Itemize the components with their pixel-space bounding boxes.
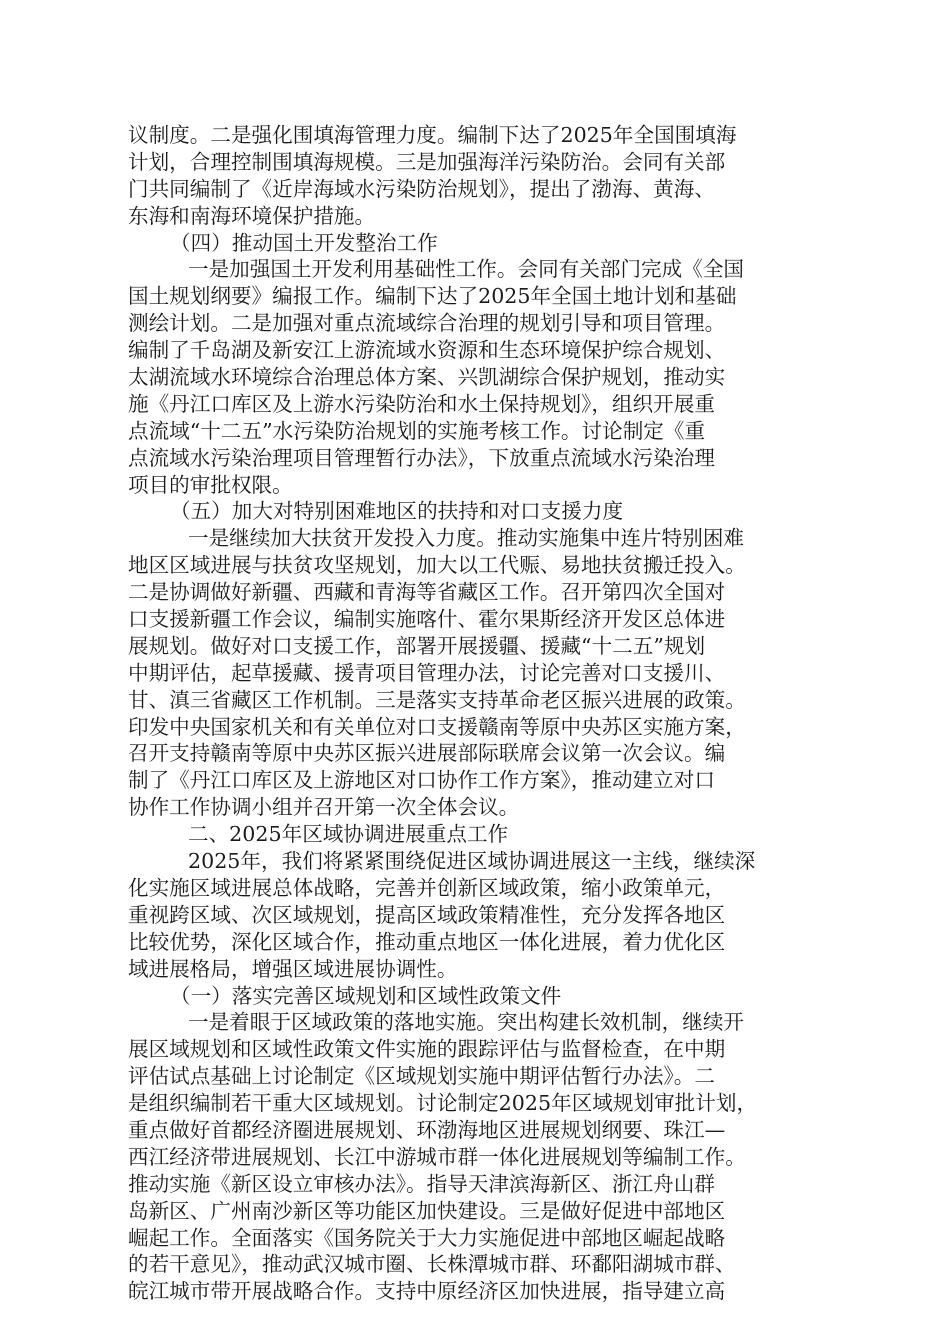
text-line: （四）推动国土开发整治工作	[170, 230, 438, 255]
text-line: 议制度。二是强化围填海管理力度。编制下达了2025年全国围填海	[128, 123, 737, 147]
text-line: 一是继续加大扶贫开发投入力度。推动实施集中连片特别困难	[188, 526, 745, 551]
text-line: 点流域“十二五”水污染防治规划的实施考核工作。讨论制定《重	[128, 418, 706, 443]
text-line: 印发中央国家机关和有关单位对口支援赣南等原中央苏区实施方案，	[128, 714, 746, 739]
text-line: 门共同编制了《近岸海域水污染防治规划》，提出了渤海、黄海、	[128, 176, 715, 201]
text-line: 点流域水污染治理项目管理暂行办法》，下放重点流域水污染治理	[128, 445, 715, 470]
text-line: （五）加大对特别困难地区的扶持和对口支援力度	[170, 499, 624, 524]
text-line: 测绘计划。二是加强对重点流域综合治理的规划引导和项目管理。	[128, 311, 726, 336]
text-line: 展区域规划和区域性政策文件实施的跟踪评估与监督检查，在中期	[128, 1037, 726, 1062]
text-line: 化实施区域进展总体战略，完善并创新区域政策，缩小政策单元，	[128, 875, 726, 900]
text-line: 推动实施《新区设立审核办法》。指导天津滨海新区、浙江舟山群	[128, 1171, 715, 1196]
text-line: 的若干意见》，推动武汉城市圈、长株潭城市群、环鄱阳湖城市群、	[128, 1252, 736, 1277]
document-page	[128, 122, 818, 1305]
text-line: 皖江城市带开展战略合作。支持中原经济区加快进展，指导建立高	[128, 1279, 726, 1304]
text-line: 崛起工作。全面落实《国务院关于大力实施促进中部地区崛起战略	[128, 1225, 726, 1250]
text-line: 召开支持赣南等原中央苏区振兴进展部际联席会议第一次会议。编	[128, 741, 726, 766]
text-line: 重点做好首都经济圈进展规划、环渤海地区进展规划纲要、珠江—	[128, 1117, 726, 1142]
text-line: 重视跨区域、次区域规划，提高区域政策精准性，充分发挥各地区	[128, 902, 726, 927]
text-line: 展规划。做好对口支援工作，部署开展援疆、援藏“十二五”规划	[128, 633, 706, 658]
text-line: 国土规划纲要》编报工作。编制下达了2025年全国土地计划和基础	[128, 284, 737, 309]
text-line: 一是加强国土开发利用基础性工作。会同有关部门完成《全国	[188, 257, 745, 282]
text-line: 制了《丹江口库区及上游地区对口协作工作方案》，推动建立对口	[128, 768, 715, 793]
text-line: 岛新区、广州南沙新区等功能区加快建设。三是做好促进中部地区	[128, 1198, 726, 1223]
text-line: 项目的审批权限。	[128, 472, 293, 497]
text-line: 口支援新疆工作会议，编制实施喀什、霍尔果斯经济开发区总体进	[128, 607, 726, 632]
text-line: 二是协调做好新疆、西藏和青海等省藏区工作。召开第四次全国对	[128, 580, 726, 605]
text-line: 是组织编制若干重大区域规划。讨论制定2025年区域规划审批计划，	[128, 1091, 758, 1116]
text-line: 编制了千岛湖及新安江上游流域水资源和生态环境保护综合规划、	[128, 338, 726, 363]
text-line: 东海和南海环境保护措施。	[128, 203, 376, 228]
text-line: 地区区域进展与扶贫攻坚规划，加大以工代赈、易地扶贫搬迁投入。	[128, 553, 746, 578]
text-line: 评估试点基础上讨论制定《区域规划实施中期评估暂行办法》。二	[128, 1064, 715, 1089]
text-line: 计划，合理控制围填海规模。三是加强海洋污染防治。会同有关部	[128, 149, 726, 174]
text-line: 施《丹江口库区及上游水污染防治和水土保持规划》，组织开展重	[128, 391, 715, 416]
text-line: 西江经济带进展规划、长江中游城市群一体化进展规划等编制工作。	[128, 1144, 746, 1169]
text-line: （一）落实完善区域规划和区域性政策文件	[170, 983, 562, 1008]
text-line: 比较优势，深化区域合作，推动重点地区一体化进展，着力优化区	[128, 929, 726, 954]
text-line: 甘、滇三省藏区工作机制。三是落实支持革命老区振兴进展的政策。	[128, 687, 746, 712]
text-line: 太湖流域水环境综合治理总体方案、兴凯湖综合保护规划，推动实	[128, 365, 726, 390]
text-line: 一是着眼于区域政策的落地实施。突出构建长效机制，继续开	[188, 1010, 745, 1035]
text-line: 二、2025年区域协调进展重点工作	[188, 822, 509, 847]
text-line: 域进展格局，增强区域进展协调性。	[128, 956, 458, 981]
text-line: 2025年，我们将紧紧围绕促进区域协调进展这一主线，继续深	[188, 849, 756, 874]
text-line: 中期评估，起草援藏、援青项目管理办法，讨论完善对口支援川、	[128, 660, 726, 685]
text-line: 协作工作协调小组并召开第一次全体会议。	[128, 795, 520, 820]
